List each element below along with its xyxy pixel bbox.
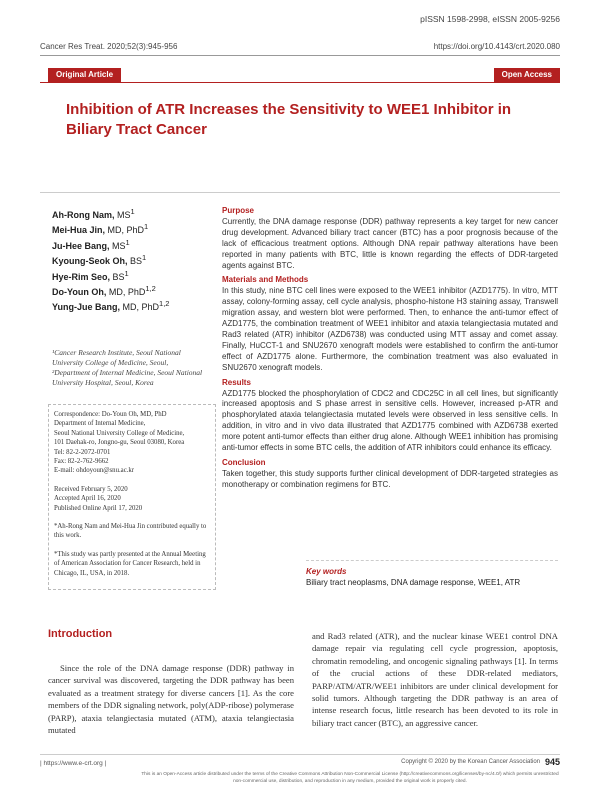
footer-rule	[40, 754, 560, 755]
methods-text: In this study, nine BTC cell lines were exposed to the WEE1 inhibitor (AZD1775). In vitro, MTT assay, colony-forming assay, cell cycle analysis, phospho-histone H3 staining assay, Transwell migration assay, and western blot were performed. Then, to enhance the anti-tumor effect of AZD1775, the combination treatment of WEE1 inhibitor and ataxia telangiectasia mutated and Rad3 related (ATR) inhibitor (AZD6738) was conducted using MTT assay and comet assay. Finally, HuCCT-1 and SNU2670 xenograft models were established to confirm the anti-tumor effect of AZD1775 alone. Furthermore, the combination treatment was also evaluated in SNU2670 xenograft models.	[222, 286, 558, 372]
article-title: Inhibition of ATR Increases the Sensitivity to WEE1 Inhibitor in Biliary Tract Cancer	[66, 101, 512, 138]
top-divider	[40, 55, 560, 56]
author-item: Kyoung-Seok Oh, $BS^1$	[52, 253, 147, 267]
purpose-text: Currently, the DNA damage response (DDR) pathway represents a key target for new cancer drug development. Advanced biliary tract cancer (BTC) has a poor prognosis because of the lack of efficacious treatment options. Although DNA repair pathway alterations have been reported in many patients with BTC, little is known regarding the effects of DDR-targeted agents against BTC.	[222, 216, 558, 270]
journal-url[interactable]: | https://www.e-crt.org |	[40, 760, 107, 767]
keywords-text: Biliary tract neoplasms, DNA damage response, WEE1, ATR	[306, 578, 521, 587]
abstract	[222, 206, 558, 493]
corr-line: Fax: 82-2-762-9662	[54, 458, 109, 466]
intro-text-left: Since the role of the DNA damage response (DDR) pathway in cancer survival was discovered, targeting the DDR pathway has been evaluated as a treatment strategy for diverse cancers [1]. As the core members of the DDR signaling network, poly(ADP-ribose) polymerase (PARP), ataxia telangiectasia mutated (ATM), ataxia telangiectasia mutated	[48, 663, 294, 736]
affiliations	[52, 348, 212, 388]
issn-line: pISSN 1598-2998, eISSN 2005-9256	[420, 14, 560, 24]
methods-heading: Materials and Methods	[222, 275, 309, 285]
author-item: Mei-Hua Jin, MD, PhD$^1$	[52, 222, 149, 236]
results-text: AZD1775 blocked the phosphorylation of CDC2 and CDC25C in all cell lines, but significantly increased apoptosis and S phase arrest in sensitive cells. However, increased p-ATR and phosphorylated ataxia telangiectasia mutated levels were observed in less sensitive cells. In addition, in vitro and in vivo data illustrated that AZD1775 combined with AZD6738 exerted more potent anti-tumor effects than either drug alone. Although WEE1 inhibition has promising anti-tumor effects in some BTC cells, the addition of ATR inhibitors could enhance its efficacy.	[222, 388, 558, 453]
received-date: Received February 5, 2020	[54, 485, 128, 493]
open-access-badge: Open Access	[494, 68, 560, 82]
accepted-date: Accepted April 16, 2020	[54, 495, 121, 503]
author-item: Ju-Hee Bang, $MS^1$	[52, 237, 130, 251]
header-rule	[40, 82, 560, 83]
keywords-heading: Key words	[306, 567, 347, 576]
purpose-heading: Purpose	[222, 206, 255, 215]
author-column	[52, 206, 212, 388]
corr-line: Seoul National University College of Medicine,	[54, 429, 185, 437]
author-item: Hye-Rim Seo, $BS^1$	[52, 268, 129, 282]
intro-text-right: and Rad3 related (ATR), and the nuclear kinase WEE1 control DNA damage repair via regulating cell cycle progression, apoptosis, chromatin remodeling, and oncogenic signaling pathways [1]. In terms of the crucial actions of these DDR-related mediators, PARP/ATM/ATR/WEE1 inhibitors are under clinical development for solid tumors. Although targeting the DDR pathway is an area of intense research focus, little research has been devoted to its role in biliary tract cancer (BTC), an aggressive cancer.	[312, 631, 558, 728]
results-heading: Results	[222, 377, 251, 387]
corr-line: Correspondence: Do-Youn Oh, MD, PhD	[54, 411, 167, 418]
citation: Cancer Res Treat. 2020;52(3):945-956	[40, 42, 178, 51]
affiliation-1: ¹Cancer Research Institute, Seoul National University College of Medicine, Seoul,	[52, 347, 181, 367]
author-item: Do-Youn Oh, MD, PhD$^{1,2}$	[52, 284, 156, 298]
journal-citation-bar	[40, 42, 560, 51]
author-item: Ah-Rong Nam, $MS^1$	[52, 207, 135, 220]
page-number: 945	[544, 757, 560, 767]
equal-contribution-note: *Ah-Rong Nam and Mei-Hua Jin contributed equally to this work.	[54, 523, 207, 540]
correspondence-box	[48, 404, 216, 590]
conclusion-text: Taken together, this study supports further clinical development of DDR-targeted strategies as monotherapy or combination regimens for BTC.	[222, 468, 558, 489]
presentation-note: *This study was partly presented at the Annual Meeting of American Association for Cancer Research, held in Chicago, IL, USA, in 2018.	[54, 550, 206, 577]
corr-line: Tel: 82-2-2072-0701	[54, 448, 111, 456]
author-list	[52, 206, 212, 314]
conclusion-heading: Conclusion	[222, 457, 266, 467]
title-rule	[40, 192, 560, 193]
corr-line: 101 Daehak-ro, Jongno-gu, Seoul 03080, Korea	[54, 439, 185, 447]
introduction-heading: Introduction	[48, 628, 113, 640]
corr-line: Department of Internal Medicine,	[54, 420, 146, 428]
published-date: Published Online April 17, 2020	[54, 504, 143, 512]
article-type-badge: Original Article	[48, 68, 121, 82]
copyright: Copyright © 2020 by the Korean Cancer Association	[401, 759, 540, 765]
doi-link[interactable]: https://doi.org/10.4143/crt.2020.080	[433, 42, 560, 51]
keywords-box	[306, 560, 558, 594]
corr-email[interactable]: E-mail: ohdoyoun@snu.ac.kr	[54, 467, 135, 475]
license-text: This is an Open-Access article distributed under the terms of the Creative Commons Attribution Non-Commercial License (http://creativecommons.org/licenses/by-nc/4.0/) which permits unrestricted non-commercial use, distribution, and reproduction in any medium, provided the original work is properly cited.	[141, 772, 559, 784]
author-item: Yung-Jue Bang, MD, PhD$^{1,2}$	[52, 299, 170, 313]
affiliation-2: ²Department of Internal Medicine, Seoul National University Hospital, Seoul, Korea	[52, 367, 203, 387]
